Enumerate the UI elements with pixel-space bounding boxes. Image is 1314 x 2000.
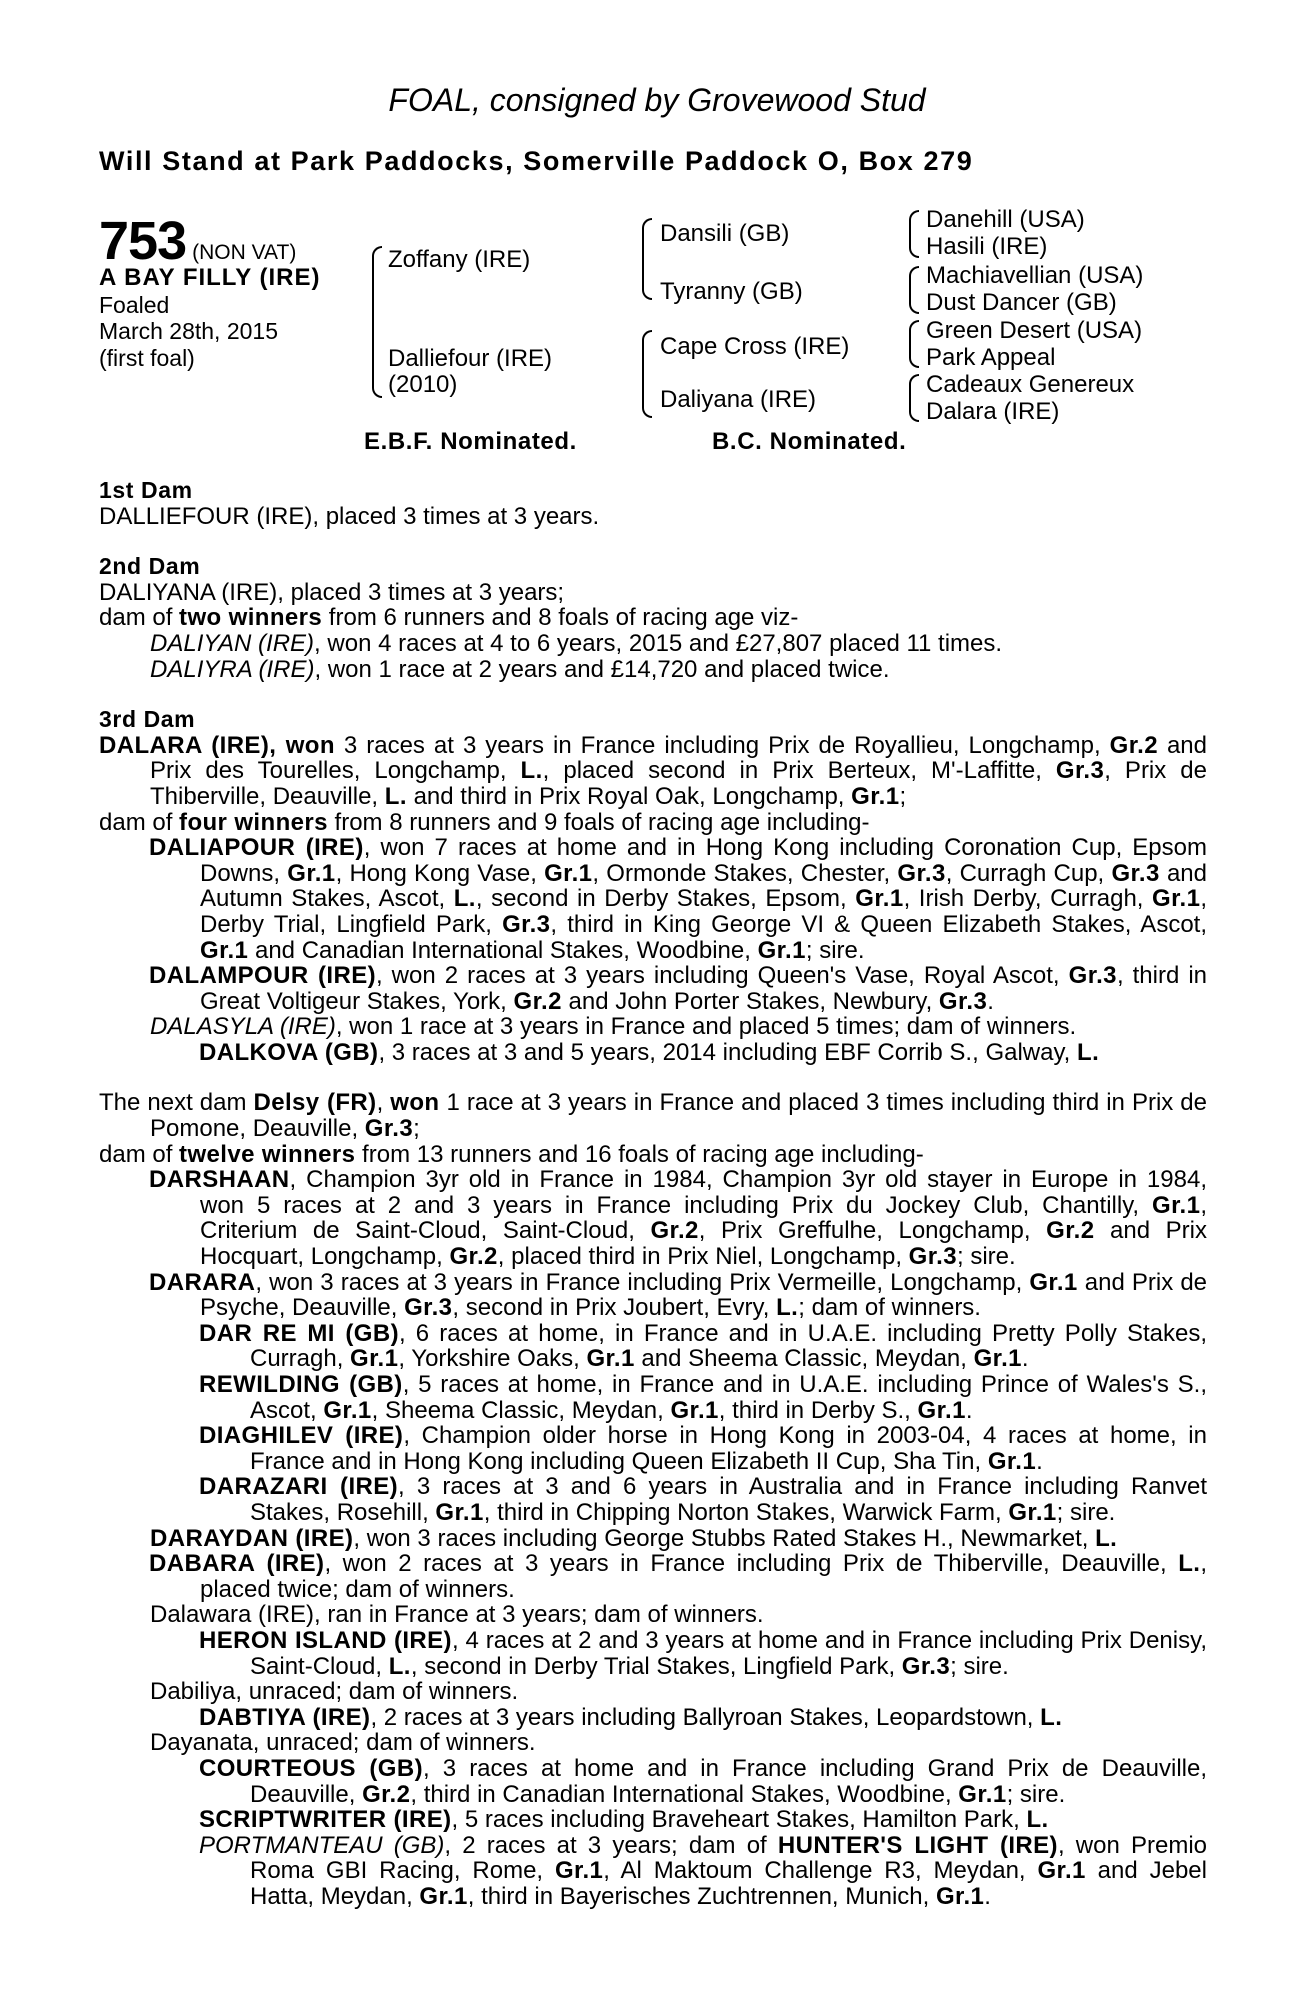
pedigree-dam: Dalliefour (IRE) [388, 345, 553, 372]
produce-entry: HERON ISLAND (IRE), 4 races at 2 and 3 years at home and in France including Prix Denisy, Saint-Cloud, L., second in Derby Trial Stakes, Lingfield Park, Gr.3; sire. [199, 1626, 1207, 1680]
family-history [99, 478, 1207, 1909]
pedigree-bracket [909, 266, 919, 314]
produce-entry: DABTIYA (IRE), 2 races at 3 years including Ballyroan Stakes, Leopardstown, L. [199, 1703, 1063, 1731]
produce-entry: COURTEOUS (GB), 3 races at home and in France including Grand Prix de Deauville, Deauville, Gr.2, third in Canadian International Stakes, Woodbine, Gr.1; sire. [199, 1754, 1208, 1808]
foal-note: (first foal) [99, 344, 195, 371]
pedigree-dam-year: (2010) [388, 371, 458, 398]
foaled-label: Foaled [99, 291, 170, 318]
second-dam-line: DALIYANA (IRE), placed 3 times at 3 years; [99, 578, 565, 606]
pedigree-bracket [372, 246, 382, 398]
pedigree-sire: Zoffany (IRE) [388, 246, 531, 273]
produce-entry: DALIYAN (IRE), won 4 races at 4 to 6 years, 2015 and £27,807 placed 11 times. [150, 629, 1003, 657]
foaled-date: March 28th, 2015 [99, 318, 279, 344]
pedigree-g3-8: Dalara (IRE) [926, 398, 1060, 425]
produce-entry: DARAYDAN (IRE), won 3 races including George Stubbs Rated Stakes H., Newmarket, L. [150, 1524, 1118, 1552]
pedigree-bracket [909, 320, 919, 368]
produce-entry: Dayanata, unraced; dam of winners. [150, 1729, 536, 1757]
pedigree-bracket [909, 210, 919, 258]
pedigree-g3-5: Green Desert (USA) [926, 317, 1143, 344]
produce-entry: SCRIPTWRITER (IRE), 5 races including Braveheart Stakes, Hamilton Park, L. [199, 1806, 1049, 1834]
stand-location: Will Stand at Park Paddocks, Somerville Paddock O, Box 279 [99, 146, 974, 176]
pedigree-g3-7: Cadeaux Genereux [926, 371, 1135, 398]
vat-status: (NON VAT) [192, 241, 297, 264]
consignment-line: FOAL, consigned by Grovewood Stud [388, 82, 926, 118]
produce-entry: DARAZARI (IRE), 3 races at 3 and 6 years in Australia and in France including Ranvet Stakes, Rosehill, Gr.1, third in Chipping Norton Stakes, Warwick Farm, Gr.1; sire. [199, 1473, 1207, 1526]
produce-entry: DALKOVA (GB), 3 races at 3 and 5 years, 2014 including EBF Corrib S., Galway, L. [199, 1038, 1100, 1066]
lot-header [99, 210, 296, 272]
produce-entry: DALIAPOUR (IRE), won 7 races at home and in Hong Kong including Coronation Cup, Epsom Downs, Gr.1, Hong Kong Vase, Gr.1, Ormonde Stakes, Chester, Gr.3, Curragh Cup, Gr.3 and Autumn Stakes, Ascot, L., second in Derby Stakes, Epsom, Gr.1, Irish Derby, Curragh, Gr.1, Derby Trial, Lingfield Park, Gr.3, third in King George VI & Queen Elizabeth Stakes, Ascot, Gr.1 and Canadian International Stakes, Woodbine, Gr.1; sire. [149, 834, 1208, 964]
pedigree-bracket [642, 218, 652, 300]
pedigree-g3-2: Hasili (IRE) [926, 233, 1048, 260]
produce-entry: DABARA (IRE), won 2 races at 3 years in France including Prix de Thiberville, Deauville, L., placed twice; dam of winners. [149, 1550, 1207, 1603]
next-dam-entry: The next dam Delsy (FR), won 1 race at 3 years in France and placed 3 times including third in Prix de Pomone, Deauville, Gr.3; [99, 1089, 1207, 1143]
produce-entry: DAR RE MI (GB), 6 races at home, in France and in U.A.E. including Pretty Polly Stakes, Curragh, Gr.1, Yorkshire Oaks, Gr.1 and Sheema Classic, Meydan, Gr.1. [199, 1319, 1207, 1373]
pedigree-sire-dam: Tyranny (GB) [660, 278, 803, 305]
pedigree-g3-3: Machiavellian (USA) [926, 262, 1144, 289]
produce-entry: DALIYRA (IRE), won 1 race at 2 years and £14,720 and placed twice. [150, 655, 890, 683]
pedigree-bracket [909, 374, 919, 422]
bc-nominated: B.C. Nominated. [712, 428, 907, 455]
produce-entry: Dalawara (IRE), ran in France at 3 years; dam of winners. [150, 1601, 764, 1629]
produce-entry: PORTMANTEAU (GB), 2 races at 3 years; dam of HUNTER'S LIGHT (IRE), won Premio Roma GBI Racing, Rome, Gr.1, Al Maktoum Challenge R3, Meydan, Gr.1 and Jebel Hatta, Meydan, Gr.1, third in Bayerisches Zuchtrennen, Munich, Gr.1. [199, 1831, 1208, 1910]
third-dam-heading: 3rd Dam [99, 706, 196, 733]
horse-details [99, 265, 321, 371]
second-dam-produce-line: dam of two winners from 6 runners and 8 foals of racing age viz- [99, 604, 799, 632]
produce-entry: DALASYLA (IRE), won 1 race at 3 years in France and placed 5 times; dam of winners. [150, 1013, 1077, 1041]
pedigree-dam-dam: Daliyana (IRE) [660, 386, 817, 413]
pedigree-dam-sire: Cape Cross (IRE) [660, 333, 850, 360]
ebf-nominated: E.B.F. Nominated. [364, 428, 577, 455]
first-dam-text: DALLIEFOUR (IRE), placed 3 times at 3 years. [99, 502, 600, 530]
produce-entry: DARARA, won 3 races at 3 years in France including Prix Vermeille, Longchamp, Gr.1 and Prix de Psyche, Deauville, Gr.3, second in Prix Joubert, Evry, L.; dam of winners. [149, 1268, 1208, 1322]
produce-entry: REWILDING (GB), 5 races at home, in France and in U.A.E. including Prince of Wales's S., Ascot, Gr.1, Sheema Classic, Meydan, Gr.1, third in Derby S., Gr.1. [199, 1371, 1207, 1424]
pedigree-g3-4: Dust Dancer (GB) [926, 289, 1117, 316]
horse-name: A BAY FILLY (IRE) [99, 264, 321, 291]
third-dam-entry: DALARA (IRE), won 3 races at 3 years in France including Prix de Royallieu, Longchamp, Gr.2 and Prix des Tourelles, Longchamp, L., placed second in Prix Berteux, M'-Laffitte, Gr.3, Prix de Thiberville, Deauville, L. and third in Prix Royal Oak, Longchamp, Gr.1; [99, 731, 1207, 810]
pedigree-g3-1: Danehill (USA) [926, 206, 1085, 233]
pedigree-g3-6: Park Appeal [926, 344, 1056, 371]
first-dam-heading: 1st Dam [99, 477, 193, 503]
lot-number: 753 [99, 211, 187, 271]
third-dam-produce-line: dam of four winners from 8 runners and 9 foals of racing age including- [99, 808, 870, 836]
pedigree-sire-sire: Dansili (GB) [660, 220, 790, 247]
second-dam-heading: 2nd Dam [99, 553, 201, 580]
pedigree-bracket [642, 330, 652, 418]
next-dam-produce-line: dam of twelve winners from 13 runners and 16 foals of racing age including- [99, 1140, 924, 1168]
produce-entry: DALAMPOUR (IRE), won 2 races at 3 years including Queen's Vase, Royal Ascot, Gr.3, third in Great Voltigeur Stakes, York, Gr.2 and John Porter Stakes, Newbury, Gr.3. [149, 962, 1207, 1015]
produce-entry: DIAGHILEV (IRE), Champion older horse in Hong Kong in 2003-04, 4 races at home, in France and in Hong Kong including Queen Elizabeth II Cup, Sha Tin, Gr.1. [199, 1422, 1207, 1475]
produce-entry: DARSHAAN, Champion 3yr old in France in 1984, Champion 3yr old stayer in Europe in 1984, won 5 races at 2 and 3 years in France including Prix du Jockey Club, Chantilly, Gr.1, Criterium de Saint-Cloud, Saint-Cloud, Gr.2, Prix Greffulhe, Longchamp, Gr.2 and Prix Hocquart, Longchamp, Gr.2, placed third in Prix Niel, Longchamp, Gr.3; sire. [149, 1166, 1207, 1271]
produce-entry: Dabiliya, unraced; dam of winners. [150, 1678, 519, 1706]
